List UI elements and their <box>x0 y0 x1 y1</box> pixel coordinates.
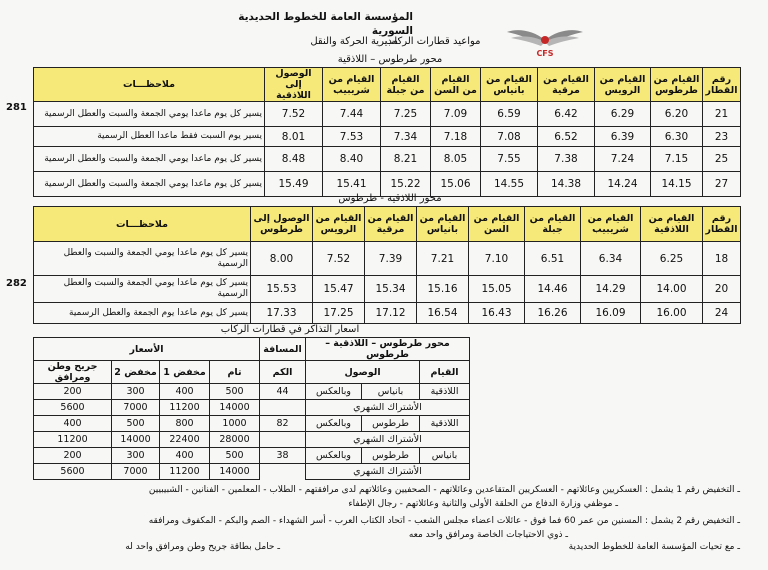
to-header: الوصول <box>306 361 420 384</box>
department-name: مديرية الحركة والنقل <box>310 36 398 47</box>
route-from: اللاذقية <box>420 416 470 432</box>
time-cell: 15.47 <box>313 276 365 303</box>
table2-header: القيام من شريبيب <box>581 207 641 242</box>
table1-header: القيام من الرويس <box>595 68 651 102</box>
time-cell: 16.00 <box>641 303 703 324</box>
price-cell: 28000 <box>210 432 260 448</box>
time-cell: 14.46 <box>525 276 581 303</box>
route-km: 44 <box>260 384 306 400</box>
price-cell: 800 <box>160 416 210 432</box>
price-cell: 14000 <box>210 464 260 480</box>
roundtrip-label: وبالعكس <box>306 416 362 432</box>
prices-header-row <box>34 338 470 361</box>
logo-text: CFS <box>536 49 554 58</box>
price-cell: 500 <box>210 384 260 400</box>
time-cell: 6.42 <box>538 102 595 127</box>
time-cell: 7.18 <box>431 127 481 147</box>
table1-axis-label: محور طرطوس – اللاذقية <box>337 54 443 65</box>
time-cell: 7.53 <box>323 127 381 147</box>
time-cell: 7.52 <box>313 242 365 276</box>
route-to: طرطوس <box>362 448 420 464</box>
table2-header-row <box>34 207 741 242</box>
time-cell: 6.30 <box>651 127 703 147</box>
price-cell: 22400 <box>160 432 210 448</box>
footnote-wounded: ـ حامل بطاقة جريح وطن ومرافق واحد له <box>125 542 280 552</box>
time-cell: 14.15 <box>651 172 703 197</box>
train-number: 18 <box>703 242 741 276</box>
price-cell: 14000 <box>112 432 160 448</box>
note-cell: يسير كل يوم ماعدا يومي الجمعة والسبت والعطل الرسمية <box>34 172 265 197</box>
time-cell: 6.20 <box>651 102 703 127</box>
price-cell: 400 <box>34 416 112 432</box>
time-cell: 15.16 <box>417 276 469 303</box>
wounded-header: جريح وطن ومرافق <box>34 361 112 384</box>
time-cell: 7.39 <box>365 242 417 276</box>
time-cell: 8.40 <box>323 147 381 172</box>
price-cell: 14000 <box>210 400 260 416</box>
route-km: 82 <box>260 416 306 432</box>
price-cell: 400 <box>160 448 210 464</box>
footnote-discount2-cont: ـ ذوي الاحتياجات الخاصة ومرافق واحد معه <box>408 530 568 540</box>
time-cell: 6.52 <box>538 127 595 147</box>
time-cell: 6.39 <box>595 127 651 147</box>
note-cell: يسير كل يوم ماعدا يومي الجمعة والسبت والعطل الرسمية <box>34 242 251 276</box>
time-cell: 7.38 <box>538 147 595 172</box>
note-cell: يسير كل يوم ماعدا يومي الجمعة والسبت والعطل الرسمية <box>34 147 265 172</box>
monthly-label: الأشتراك الشهري <box>306 464 470 480</box>
time-cell: 6.29 <box>595 102 651 127</box>
table2-header: القيام من السن <box>469 207 525 242</box>
table-row <box>34 432 470 448</box>
note-cell: يسير كل يوم ماعدا يومي الجمعة والسبت والعطل الرسمية <box>34 276 251 303</box>
org-name: المؤسسة العامة للخطوط الحديدية السورية <box>238 11 413 37</box>
time-cell: 14.29 <box>581 276 641 303</box>
table2-header: ملاحظـــات <box>34 207 251 242</box>
route-to: طرطوس <box>362 416 420 432</box>
time-cell: 14.55 <box>481 172 538 197</box>
price-cell: 1000 <box>210 416 260 432</box>
time-cell: 15.05 <box>469 276 525 303</box>
table-row <box>34 448 470 464</box>
time-cell: 7.10 <box>469 242 525 276</box>
price-cell: 300 <box>112 384 160 400</box>
time-cell: 7.55 <box>481 147 538 172</box>
table1-header: القيام من شريبيب <box>323 68 381 102</box>
table1-header: القيام من السن <box>431 68 481 102</box>
price-cell: 5600 <box>34 464 112 480</box>
table-row <box>34 242 741 276</box>
table-row <box>34 384 470 400</box>
table-row <box>34 147 741 172</box>
monthly-label: الأشتراك الشهري <box>306 400 470 416</box>
price-cell: 7000 <box>112 400 160 416</box>
table2-side-number: 282 <box>6 278 27 289</box>
note-cell: يسير يوم السبت فقط ماعدا العطل الرسمية <box>34 127 265 147</box>
empty-cell <box>260 464 306 480</box>
prices-axis: محور طرطوس – اللاذقية – طرطوس <box>306 338 470 361</box>
route-from: بانياس <box>420 448 470 464</box>
time-cell: 15.49 <box>265 172 323 197</box>
table-row <box>34 303 741 324</box>
time-cell: 16.43 <box>469 303 525 324</box>
train-number: 21 <box>703 102 741 127</box>
table2-header: القيام من مرقية <box>365 207 417 242</box>
document-title: مواعيد قطارات الركاب <box>385 36 481 47</box>
time-cell: 7.34 <box>381 127 431 147</box>
distance-header: المسافة <box>260 338 306 361</box>
table2-header: القيام من اللاذقية <box>641 207 703 242</box>
table-row <box>34 127 741 147</box>
time-cell: 15.41 <box>323 172 381 197</box>
time-cell: 6.34 <box>581 242 641 276</box>
table-row <box>34 464 470 480</box>
price-cell: 11200 <box>160 464 210 480</box>
prices-subheader-row <box>34 361 470 384</box>
time-cell: 17.25 <box>313 303 365 324</box>
price-cell: 500 <box>210 448 260 464</box>
price-cell: 7000 <box>112 464 160 480</box>
route-from: اللاذقية <box>420 384 470 400</box>
route-to: بانياس <box>362 384 420 400</box>
time-cell: 8.21 <box>381 147 431 172</box>
route-km: 38 <box>260 448 306 464</box>
time-cell: 15.22 <box>381 172 431 197</box>
table1-header: رقم القطار <box>703 68 741 102</box>
time-cell: 7.08 <box>481 127 538 147</box>
full-price-header: تام <box>210 361 260 384</box>
table2-axis-label: محور اللاذقية - طرطوس <box>338 193 442 204</box>
roundtrip-label: وبالعكس <box>306 384 362 400</box>
time-cell: 7.21 <box>417 242 469 276</box>
price-cell: 300 <box>112 448 160 464</box>
table2-header: رقم القطار <box>703 207 741 242</box>
time-cell: 7.09 <box>431 102 481 127</box>
table1-header: القيام من بانياس <box>481 68 538 102</box>
train-number: 23 <box>703 127 741 147</box>
roundtrip-label: وبالعكس <box>306 448 362 464</box>
time-cell: 7.44 <box>323 102 381 127</box>
prices-title: اسعار التذاكر في قطارات الركاب <box>220 324 360 335</box>
time-cell: 15.53 <box>251 276 313 303</box>
time-cell: 14.00 <box>641 276 703 303</box>
time-cell: 14.38 <box>538 172 595 197</box>
table1-header-row <box>34 68 741 102</box>
note-cell: يسير كل يوم ماعدا يومي الجمعة والسبت والعطل الرسمية <box>34 102 265 127</box>
discount2-header: مخفض 2 <box>112 361 160 384</box>
ticket-prices-table <box>33 337 470 480</box>
table2-header: القيام من الرويس <box>313 207 365 242</box>
time-cell: 7.15 <box>651 147 703 172</box>
empty-cell <box>260 400 306 416</box>
time-cell: 16.26 <box>525 303 581 324</box>
from-header: القيام <box>420 361 470 384</box>
empty-cell <box>260 432 306 448</box>
time-cell: 8.48 <box>265 147 323 172</box>
prices-header: الأسعار <box>34 338 260 361</box>
time-cell: 14.24 <box>595 172 651 197</box>
price-cell: 5600 <box>34 400 112 416</box>
table1-header: القيام من جبلة <box>381 68 431 102</box>
footnote-discount1: ـ التخفيض رقم 1 يشمل : العسكريين وعائلاتهم - العسكريين المتقاعدين وعائلاتهم - الصحفيين وعائلاتهم لدى مرافقتهم - الطلاب - المعلمين - الفنانين - الشبيبيين <box>148 485 740 495</box>
train-number: 25 <box>703 147 741 172</box>
timetable-latakia-tartus <box>33 206 741 324</box>
time-cell: 8.05 <box>431 147 481 172</box>
time-cell: 16.54 <box>417 303 469 324</box>
table2-header: الوصول إلى طرطوس <box>251 207 313 242</box>
table-row <box>34 102 741 127</box>
km-header: الكم <box>260 361 306 384</box>
footnote-greeting: ـ مع تحيات المؤسسة العامة للخطوط الحديدية <box>568 542 740 552</box>
time-cell: 6.59 <box>481 102 538 127</box>
table1-header: القيام من مرقية <box>538 68 595 102</box>
table-row <box>34 400 470 416</box>
price-cell: 400 <box>160 384 210 400</box>
time-cell: 6.25 <box>641 242 703 276</box>
table1-side-number: 281 <box>6 102 27 113</box>
price-cell: 200 <box>34 448 112 464</box>
table-row <box>34 276 741 303</box>
price-cell: 11200 <box>160 400 210 416</box>
table2-header: القيام من جبلة <box>525 207 581 242</box>
time-cell: 8.01 <box>265 127 323 147</box>
footnote-discount1-cont: ـ موظفي وزارة الدفاع من الحلقة الأولى والثانية وعائلاتهم - رجال الإطفاء <box>348 499 618 509</box>
table1-header: الوصول إلى اللاذقية <box>265 68 323 102</box>
time-cell: 7.24 <box>595 147 651 172</box>
table1-header: القيام من طرطوس <box>651 68 703 102</box>
price-cell: 11200 <box>34 432 112 448</box>
timetable-tartus-latakia <box>33 67 741 197</box>
train-number: 27 <box>703 172 741 197</box>
table2-header: القيام من بانياس <box>417 207 469 242</box>
time-cell: 17.12 <box>365 303 417 324</box>
time-cell: 15.06 <box>431 172 481 197</box>
discount1-header: مخفض 1 <box>160 361 210 384</box>
table1-header: ملاحظـــات <box>34 68 265 102</box>
time-cell: 6.51 <box>525 242 581 276</box>
train-number: 20 <box>703 276 741 303</box>
table-row <box>34 416 470 432</box>
time-cell: 7.52 <box>265 102 323 127</box>
time-cell: 8.00 <box>251 242 313 276</box>
note-cell: يسير كل يوم ماعدا يوم الجمعة والعطل الرسمية <box>34 303 251 324</box>
cfs-logo <box>505 18 585 58</box>
time-cell: 17.33 <box>251 303 313 324</box>
time-cell: 16.09 <box>581 303 641 324</box>
footnote-discount2: ـ التخفيض رقم 2 يشمل : المسنين من عمر 60 فما فوق - عائلات اعضاء مجلس الشعب - اتحاد الكتاب العرب - أسر الشهداء - الصم والبكم - المكفوف ومرافقه <box>148 516 740 526</box>
price-cell: 200 <box>34 384 112 400</box>
monthly-label: الأشتراك الشهري <box>306 432 470 448</box>
time-cell: 15.34 <box>365 276 417 303</box>
price-cell: 500 <box>112 416 160 432</box>
train-number: 24 <box>703 303 741 324</box>
time-cell: 7.25 <box>381 102 431 127</box>
